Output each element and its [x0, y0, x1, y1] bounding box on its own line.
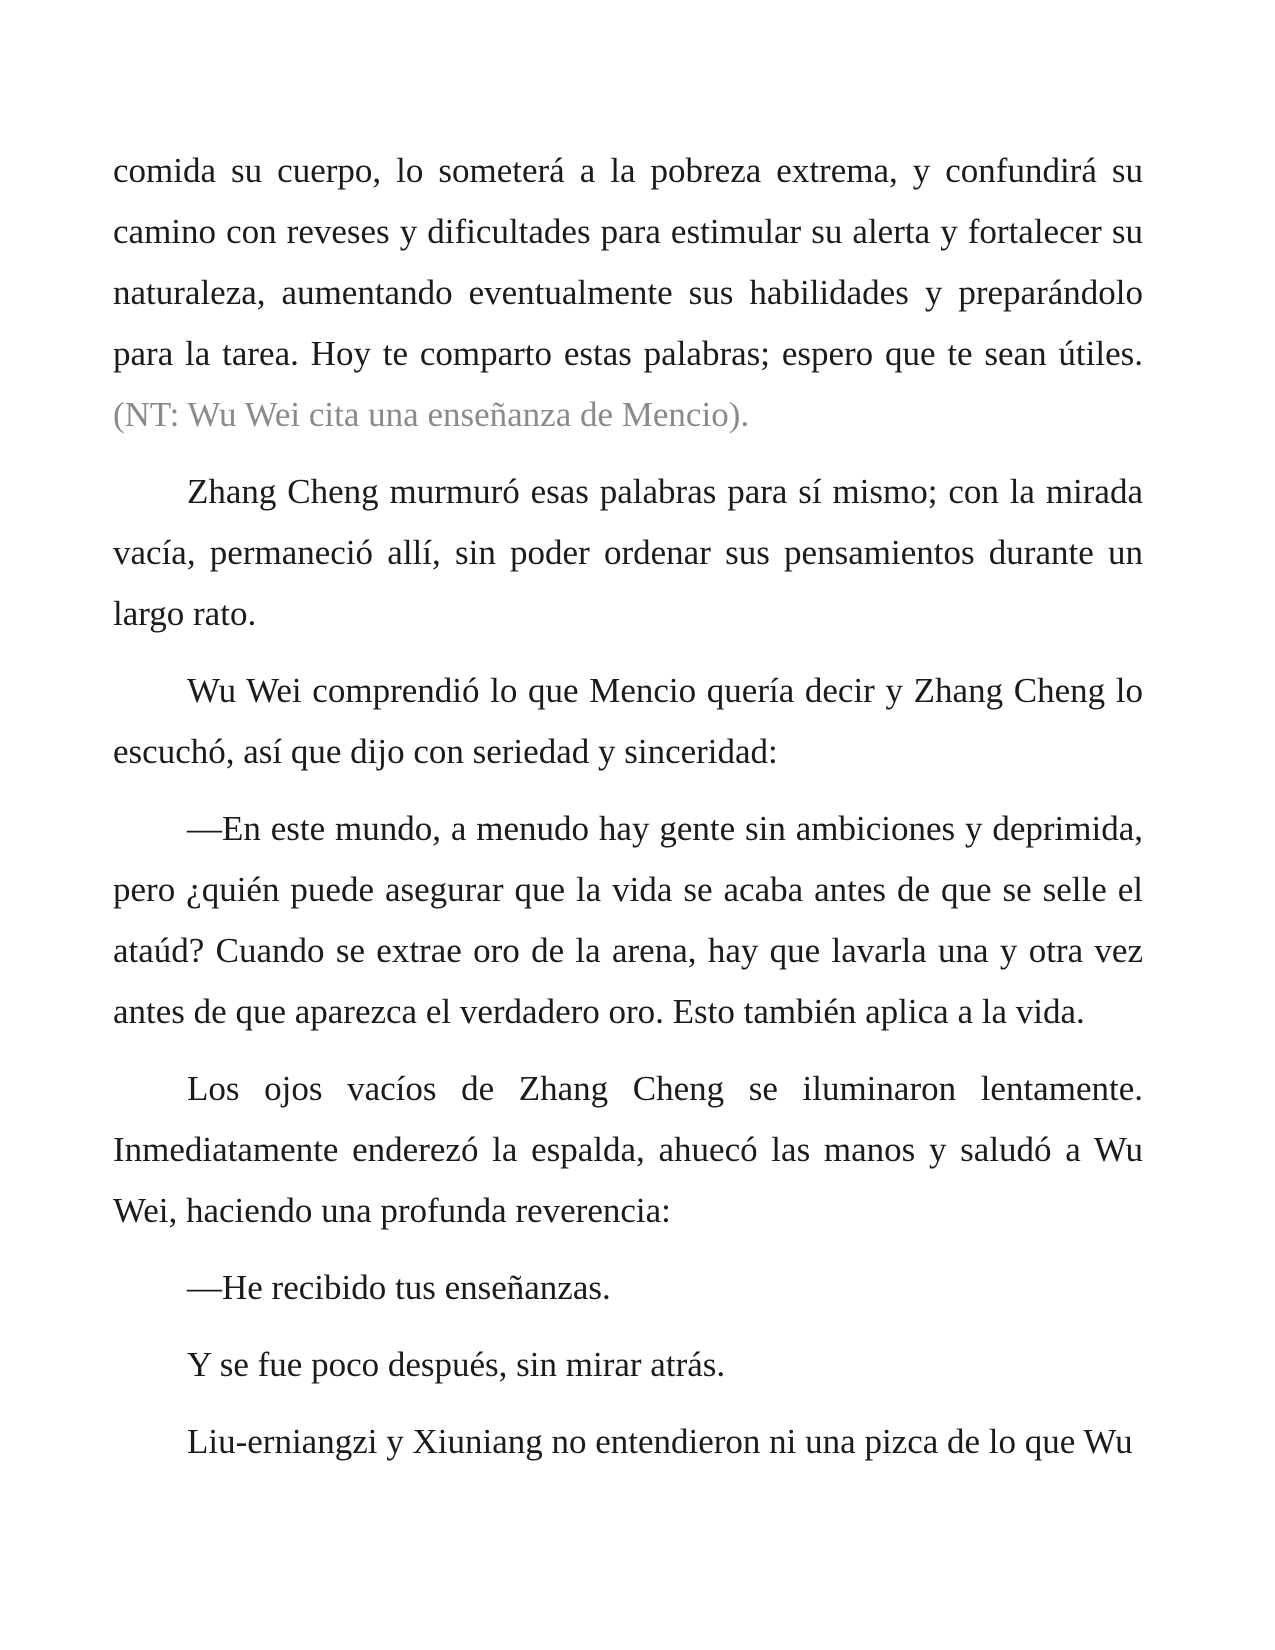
paragraph-1-text: comida su cuerpo, lo someterá a la pobreza extrema, y confundirá su camino con reveses y dificultades para estimular su alerta y fortalecer su naturaleza, aumentando eventualmente sus habilidades y preparándolo para la tarea. Hoy te comparto estas palabras; espero que te sean útiles.: [113, 151, 1143, 373]
paragraph-2: Zhang Cheng murmuró esas palabras para sí mismo; con la mirada vacía, permaneció allí, sin poder ordenar sus pensamientos durante un largo rato.: [113, 472, 1143, 633]
paragraph-6: —He recibido tus enseñanzas.: [187, 1268, 611, 1307]
paragraph-4: —En este mundo, a menudo hay gente sin ambiciones y deprimida, pero ¿quién puede asegurar que la vida se acaba antes de que se selle el ataúd? Cuando se extrae oro de la arena, hay que lavarla una y otra vez antes de que aparezca el verdadero oro. Esto también aplica a la vida.: [113, 809, 1143, 1031]
paragraph-7: Y se fue poco después, sin mirar atrás.: [187, 1345, 726, 1384]
page-text: [113, 140, 1143, 1472]
paragraph-3: Wu Wei comprendió lo que Mencio quería decir y Zhang Cheng lo escuchó, así que dijo con seriedad y sinceridad:: [113, 671, 1143, 771]
paragraph-5: Los ojos vacíos de Zhang Cheng se iluminaron lentamente. Inmediatamente enderezó la espalda, ahuecó las manos y saludó a Wu Wei, haciendo una profunda reverencia:: [113, 1069, 1143, 1230]
paragraph-8: Liu-erniangzi y Xiuniang no entendieron ni una pizca de lo que Wu: [187, 1422, 1133, 1461]
paragraph-1: [113, 140, 1143, 445]
translator-note: (NT: Wu Wei cita una enseñanza de Mencio).: [113, 395, 750, 434]
